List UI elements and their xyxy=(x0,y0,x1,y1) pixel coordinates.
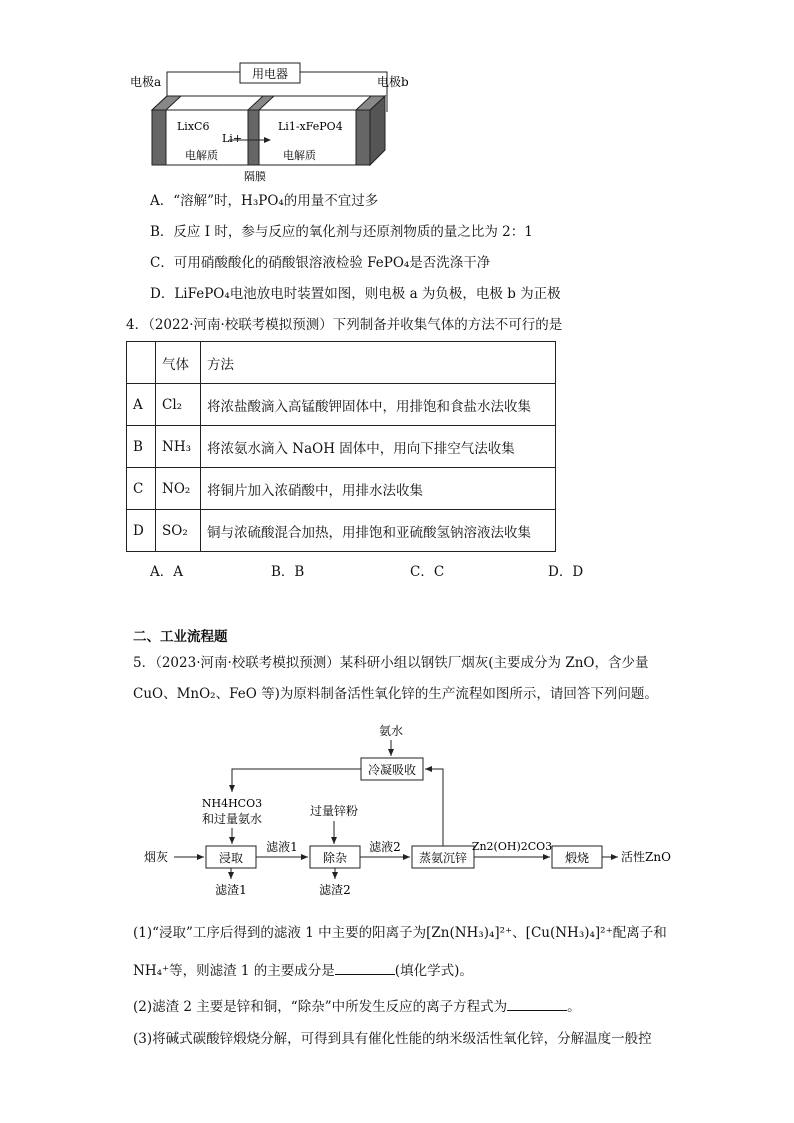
table-row xyxy=(127,384,556,426)
q3-option-b: B．反应 I 时，参与反应的氧化剂与还原剂物质的量之比为 2：1 xyxy=(150,224,533,240)
battery-diagram xyxy=(125,60,425,185)
q3-option-a: A．“溶解”时，H₃PO₄的用量不宜过多 xyxy=(150,193,379,209)
table-header-row xyxy=(127,342,556,384)
subq1-line1: (1)“浸取”工序后得到的滤液 1 中主要的阳离子为[Zn(NH₃)₄]²⁺、[Cu(NH₃)₄]²⁺配离子和 xyxy=(133,925,667,941)
table-row xyxy=(127,426,556,468)
appliance-label: 用电器 xyxy=(251,67,289,81)
leach-label: 浸取 xyxy=(218,851,244,865)
q4-stem: 4．（2022·河南·校联考模拟预测）下列制备并收集气体的方法不可行的是 xyxy=(126,317,563,333)
purify-label: 除杂 xyxy=(322,851,348,865)
filtrate2-label: 滤液2 xyxy=(369,840,401,854)
answer-c: C．C xyxy=(410,564,445,580)
li-ion-label: Li+ xyxy=(222,132,243,145)
row-gas: Cl₂ xyxy=(156,384,201,426)
feed-label: 烟灰 xyxy=(144,850,169,864)
table-header-method: 方法 xyxy=(201,342,556,384)
subq1-line2 xyxy=(133,960,473,980)
answer-a: A．A xyxy=(150,564,183,580)
table-row xyxy=(127,468,556,510)
subq2-line xyxy=(133,996,581,1016)
reagent1-line2: 和过量氨水 xyxy=(201,812,263,826)
subq1-text-a: NH₄⁺等，则滤渣 1 的主要成分是 xyxy=(133,963,335,979)
electrode-a xyxy=(152,110,166,165)
row-method: 将浓盐酸滴入高锰酸钾固体中，用排饱和食盐水法收集 xyxy=(201,384,556,426)
steam-label: 蒸氨沉锌 xyxy=(418,851,468,865)
calcine-label: 煅烧 xyxy=(564,851,590,865)
row-method: 铜与浓硫酸混合加热，用排饱和亚硫酸氢钠溶液法收集 xyxy=(201,510,556,552)
row-gas: NO₂ xyxy=(156,468,201,510)
filtrate1-label: 滤液1 xyxy=(266,840,298,854)
electrolyte-left-label: 电解质 xyxy=(185,149,218,162)
electrode-b xyxy=(356,110,370,165)
table-header-blank xyxy=(127,342,156,384)
section-title: 二、工业流程题 xyxy=(133,629,228,645)
answer-blank-2[interactable] xyxy=(507,996,567,1011)
subq3-line: (3)将碱式碳酸锌煅烧分解，可得到具有催化性能的纳米级活性氧化锌，分解温度一般控 xyxy=(133,1031,652,1047)
right-material-label: Li1-xFePO4 xyxy=(278,120,343,133)
electrode-b-label: 电极b xyxy=(377,75,409,89)
intermediate-label: Zn2(OH)2CO3 xyxy=(471,840,553,853)
subq1-text-b: (填化学式)。 xyxy=(394,963,473,979)
arrow-steam-to-condense xyxy=(425,769,443,846)
separator xyxy=(248,110,259,165)
left-material-label: LixC6 xyxy=(177,120,210,133)
row-label: B xyxy=(127,426,156,468)
row-gas: NH₃ xyxy=(156,426,201,468)
arrow-condense-to-reagent xyxy=(232,769,361,792)
table-header-gas: 气体 xyxy=(156,342,201,384)
row-gas: SO₂ xyxy=(156,510,201,552)
reagent2-label: 过量锌粉 xyxy=(309,804,359,818)
electrode-a-label: 电极a xyxy=(130,75,162,89)
subq2-text-a: (2)滤渣 2 主要是锌和铜，“除杂”中所发生反应的离子方程式为 xyxy=(133,999,508,1015)
row-label: D xyxy=(127,510,156,552)
row-method: 将浓氨水滴入 NaOH 固体中，用向下排空气法收集 xyxy=(201,426,556,468)
row-label: C xyxy=(127,468,156,510)
process-flow-diagram xyxy=(140,718,690,903)
residue1-label: 滤渣1 xyxy=(215,883,247,897)
row-method: 将铜片加入浓硝酸中，用排水法收集 xyxy=(201,468,556,510)
reagent1-line1: NH4HCO3 xyxy=(201,797,263,810)
table-row xyxy=(127,510,556,552)
ammonia-water-label: 氨水 xyxy=(378,724,404,738)
subq2-text-b: 。 xyxy=(567,999,581,1015)
condense-label: 冷凝吸收 xyxy=(367,763,417,777)
product-label: 活性ZnO xyxy=(621,850,671,864)
answer-b: B．B xyxy=(271,564,305,580)
answer-blank-1[interactable] xyxy=(335,960,395,975)
electrolyte-right-label: 电解质 xyxy=(283,149,316,162)
gas-methods-table xyxy=(126,341,556,552)
q3-option-d: D．LiFePO₄电池放电时装置如图，则电极 a 为负极，电极 b 为正极 xyxy=(150,286,561,302)
q5-stem-line1: 5．（2023·河南·校联考模拟预测）某科研小组以钢铁厂烟灰(主要成分为 ZnO，含少量 xyxy=(133,655,649,671)
q5-stem-line2: CuO、MnO₂、FeO 等)为原料制备活性氧化锌的生产流程如图所示，请回答下列问题。 xyxy=(133,686,658,702)
row-label: A xyxy=(127,384,156,426)
separator-label: 隔膜 xyxy=(244,170,266,183)
answer-d: D．D xyxy=(548,564,584,580)
residue2-label: 滤渣2 xyxy=(319,883,351,897)
q3-option-c: C．可用硝酸酸化的硝酸银溶液检验 FePO₄是否洗涤干净 xyxy=(150,255,491,271)
